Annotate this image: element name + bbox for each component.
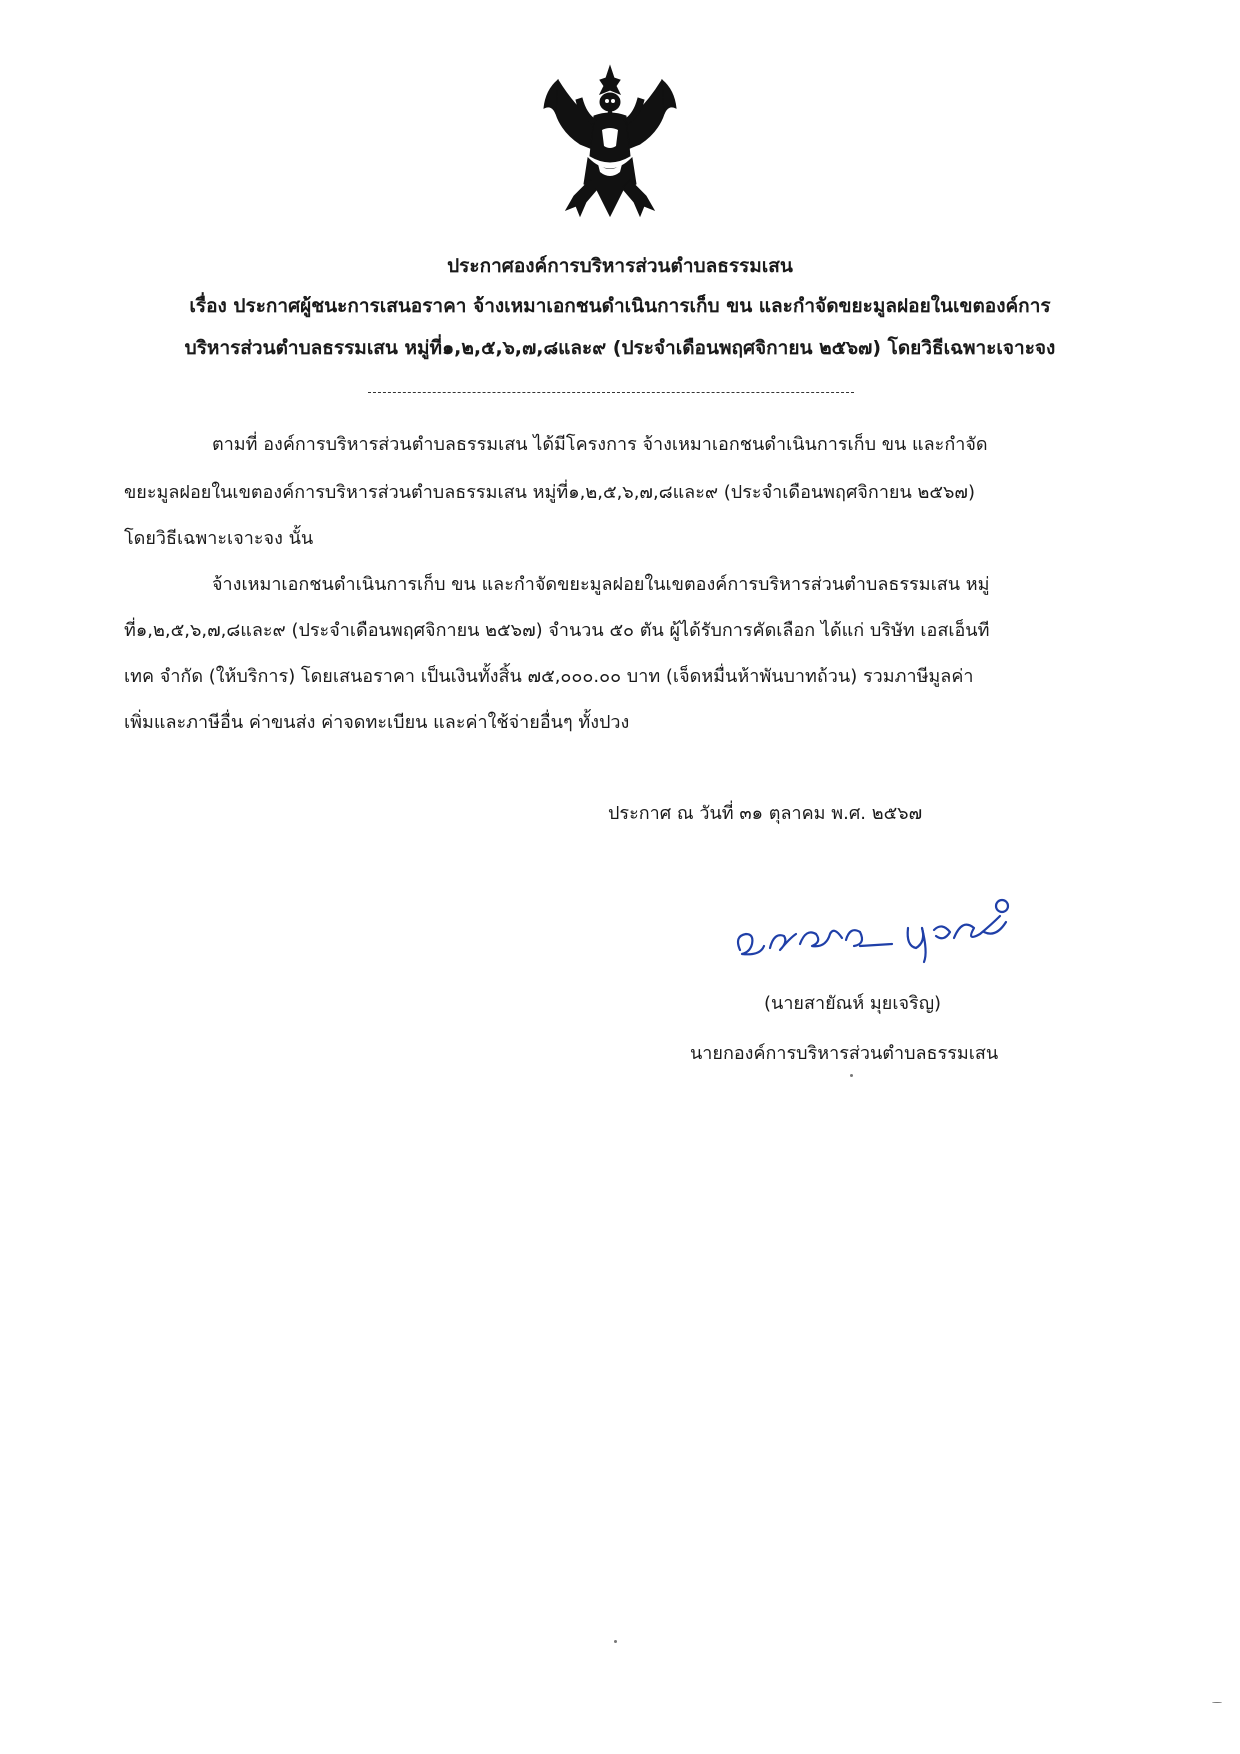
signer-name: (นายสายัณห์ มุยเจริญ)	[764, 993, 942, 1014]
dashed-divider	[368, 392, 854, 393]
scan-speck	[614, 1640, 617, 1643]
signer-title: นายกองค์การบริหารส่วนตำบลธรรมเสน	[690, 1043, 999, 1064]
paragraph-2-line-3: เทค จำกัด (ให้บริการ) โดยเสนอราคา เป็นเงินทั้งสิ้น ๗๕,๐๐๐.๐๐ บาท (เจ็ดหมื่นห้าพันบาทถ้วน) รวมภาษีมูลค่า	[124, 666, 974, 687]
garuda-emblem-icon	[540, 60, 680, 220]
subject-line-2: บริหารส่วนตำบลธรรมเสน หมู่ที่๑,๒,๕,๖,๗,๘และ๙ (ประจำเดือนพฤศจิกายน ๒๕๖๗) โดยวิธีเฉพาะเจาะจง	[184, 337, 1056, 359]
paragraph-2-line-4: เพิ่มและภาษีอื่น ค่าขนส่ง ค่าจดทะเบียน และค่าใช้จ่ายอื่นๆ ทั้งปวง	[124, 712, 630, 733]
paragraph-1-line-2: ขยะมูลฝอยในเขตองค์การบริหารส่วนตำบลธรรมเสน หมู่ที่๑,๒,๕,๖,๗,๘และ๙ (ประจำเดือนพฤศจิกายน ๒๕๖๗)	[124, 482, 975, 503]
announcement-date: ประกาศ ณ วันที่ ๓๑ ตุลาคม พ.ศ. ๒๕๖๗	[608, 803, 923, 824]
announcement-title: ประกาศองค์การบริหารส่วนตำบลธรรมเสน	[447, 255, 793, 277]
subject-line-1: เรื่อง ประกาศผู้ชนะการเสนอราคา จ้างเหมาเอกชนดำเนินการเก็บ ขน และกำจัดขยะมูลฝอยในเขตองค์การ	[189, 295, 1051, 317]
handwritten-signature	[730, 888, 1040, 968]
paragraph-1-line-1: ตามที่ องค์การบริหารส่วนตำบลธรรมเสน ได้มีโครงการ จ้างเหมาเอกชนดำเนินการเก็บ ขน และกำจัด	[212, 434, 988, 455]
paragraph-2-line-2: ที่๑,๒,๕,๖,๗,๘และ๙ (ประจำเดือนพฤศจิกายน ๒๕๖๗) จำนวน ๕๐ ตัน ผู้ได้รับการคัดเลือก ได้แก่ บริษัท เอสเอ็นที	[124, 620, 990, 641]
scan-speck	[1212, 1702, 1222, 1703]
paragraph-1-line-3: โดยวิธีเฉพาะเจาะจง นั้น	[124, 528, 314, 549]
paragraph-2-line-1: จ้างเหมาเอกชนดำเนินการเก็บ ขน และกำจัดขยะมูลฝอยในเขตองค์การบริหารส่วนตำบลธรรมเสน หมู่	[212, 574, 990, 595]
scan-speck	[850, 1074, 853, 1077]
